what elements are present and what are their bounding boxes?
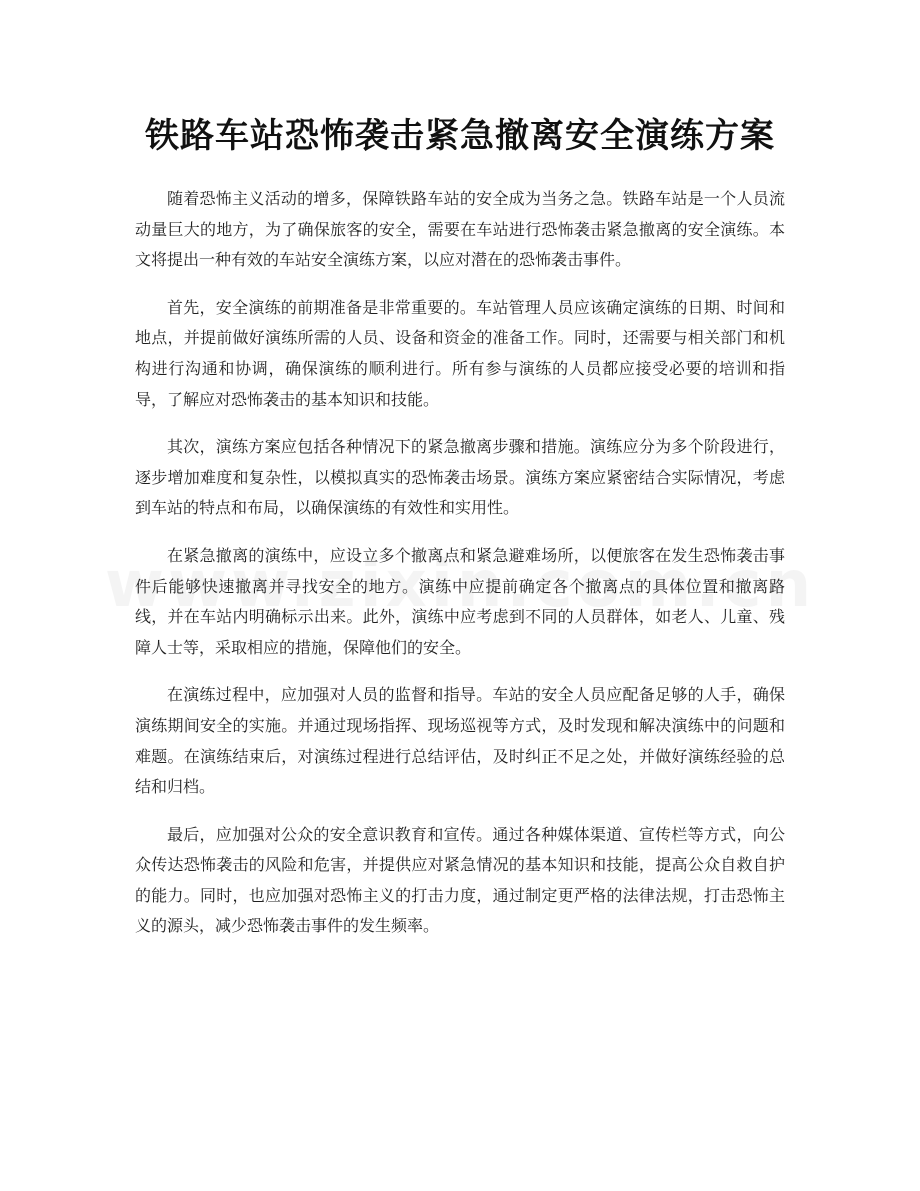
- page-title: 铁路车站恐怖袭击紧急撤离安全演练方案: [145, 116, 775, 156]
- paragraph-6: 最后，应加强对公众的安全意识教育和宣传。通过各种媒体渠道、宣传栏等方式，向公众传达恐怖袭击的风险和危害，并提供应对紧急情况的基本知识和技能，提高公众自救自护的能力。同时，也应加强对恐怖主义的打击力度，通过制定更严格的法律法规，打击恐怖主义的源头，减少恐怖袭击事件的发生频率。: [135, 824, 785, 936]
- paragraph-3: 其次，演练方案应包括各种情况下的紧急撤离步骤和措施。演练应分为多个阶段进行，逐步增加难度和复杂性，以模拟真实的恐怖袭击场景。演练方案应紧密结合实际情况，考虑到车站的特点和布局，以确保演练的有效性和实用性。: [135, 437, 785, 518]
- paragraph-2: 首先，安全演练的前期准备是非常重要的。车站管理人员应该确定演练的日期、时间和地点，并提前做好演练所需的人员、设备和资金的准备工作。同时，还需要与相关部门和机构进行沟通和协调，确保演练的顺利进行。所有参与演练的人员都应接受必要的培训和指导，了解应对恐怖袭击的基本知识和技能。: [135, 297, 785, 409]
- paragraph-1: 随着恐怖主义活动的增多，保障铁路车站的安全成为当务之急。铁路车站是一个人员流动量巨大的地方，为了确保旅客的安全，需要在车站进行恐怖袭击紧急撤离的安全演练。本文将提出一种有效的车站安全演练方案，以应对潜在的恐怖袭击事件。: [135, 189, 785, 270]
- paragraph-4: 在紧急撤离的演练中，应设立多个撤离点和紧急避难场所，以便旅客在发生恐怖袭击事件后能够快速撤离并寻找安全的地方。演练中应提前确定各个撤离点的具体位置和撤离路线，并在车站内明确标示出来。此外，演练中应考虑到不同的人员群体，如老人、儿童、残障人士等，采取相应的措施，保障他们的安全。: [135, 545, 785, 657]
- paragraph-5: 在演练过程中，应加强对人员的监督和指导。车站的安全人员应配备足够的人手，确保演练期间安全的实施。并通过现场指挥、现场巡视等方式，及时发现和解决演练中的问题和难题。在演练结束后，对演练过程进行总结评估，及时纠正不足之处，并做好演练经验的总结和归档。: [135, 685, 785, 797]
- document-body: [135, 184, 785, 959]
